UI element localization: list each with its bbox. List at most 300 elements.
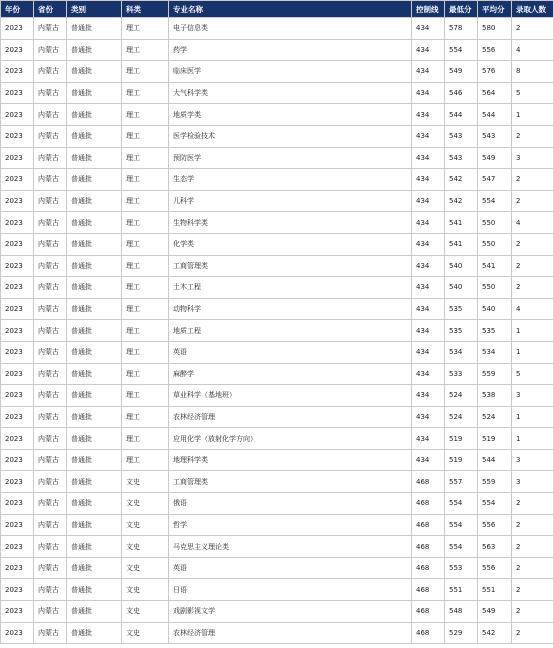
- cell-admitted-count: 2: [512, 233, 553, 255]
- cell-province: 内蒙古: [34, 320, 67, 342]
- cell-control-line: 434: [412, 61, 445, 83]
- cell-control-line: 468: [412, 493, 445, 515]
- cell-admitted-count: 3: [512, 147, 553, 169]
- cell-control-line: 434: [412, 104, 445, 126]
- cell-avg-score: 550: [478, 277, 512, 299]
- cell-min-score: 534: [445, 341, 478, 363]
- cell-admitted-count: 2: [512, 514, 553, 536]
- cell-year: 2023: [1, 449, 34, 471]
- cell-province: 内蒙古: [34, 147, 67, 169]
- cell-year: 2023: [1, 341, 34, 363]
- cell-subject-type: 理工: [122, 298, 169, 320]
- cell-admitted-count: 2: [512, 579, 553, 601]
- cell-avg-score: 544: [478, 104, 512, 126]
- cell-min-score: 524: [445, 385, 478, 407]
- table-row: [1, 579, 553, 601]
- cell-control-line: 468: [412, 601, 445, 623]
- cell-year: 2023: [1, 61, 34, 83]
- cell-min-score: 553: [445, 557, 478, 579]
- cell-batch: 普通批: [67, 428, 122, 450]
- cell-year: 2023: [1, 212, 34, 234]
- cell-avg-score: 580: [478, 18, 512, 40]
- header-avg-score: 平均分: [478, 1, 512, 18]
- cell-province: 内蒙古: [34, 39, 67, 61]
- cell-year: 2023: [1, 169, 34, 191]
- cell-min-score: 551: [445, 579, 478, 601]
- cell-subject-type: 理工: [122, 449, 169, 471]
- cell-control-line: 434: [412, 449, 445, 471]
- cell-year: 2023: [1, 320, 34, 342]
- cell-min-score: 541: [445, 212, 478, 234]
- cell-min-score: 541: [445, 233, 478, 255]
- cell-year: 2023: [1, 298, 34, 320]
- cell-avg-score: 519: [478, 428, 512, 450]
- cell-major-name: 应用化学（放射化学方向）: [169, 428, 412, 450]
- cell-admitted-count: 3: [512, 385, 553, 407]
- cell-year: 2023: [1, 125, 34, 147]
- cell-control-line: 434: [412, 428, 445, 450]
- cell-subject-type: 文史: [122, 622, 169, 644]
- cell-min-score: 533: [445, 363, 478, 385]
- cell-admitted-count: 1: [512, 104, 553, 126]
- cell-year: 2023: [1, 536, 34, 558]
- cell-subject-type: 文史: [122, 579, 169, 601]
- cell-batch: 普通批: [67, 320, 122, 342]
- cell-admitted-count: 2: [512, 190, 553, 212]
- cell-batch: 普通批: [67, 601, 122, 623]
- cell-batch: 普通批: [67, 212, 122, 234]
- cell-avg-score: 549: [478, 601, 512, 623]
- cell-control-line: 468: [412, 536, 445, 558]
- table-row: [1, 622, 553, 644]
- cell-batch: 普通批: [67, 493, 122, 515]
- cell-min-score: 543: [445, 125, 478, 147]
- cell-subject-type: 理工: [122, 104, 169, 126]
- cell-batch: 普通批: [67, 18, 122, 40]
- cell-province: 内蒙古: [34, 82, 67, 104]
- cell-min-score: 519: [445, 449, 478, 471]
- cell-year: 2023: [1, 579, 34, 601]
- cell-admitted-count: 8: [512, 61, 553, 83]
- header-major-name: 专业名称: [169, 1, 412, 18]
- cell-year: 2023: [1, 471, 34, 493]
- cell-year: 2023: [1, 233, 34, 255]
- cell-subject-type: 理工: [122, 125, 169, 147]
- cell-admitted-count: 2: [512, 169, 553, 191]
- cell-avg-score: 542: [478, 622, 512, 644]
- cell-province: 内蒙古: [34, 493, 67, 515]
- cell-min-score: 546: [445, 82, 478, 104]
- cell-subject-type: 理工: [122, 212, 169, 234]
- header-admitted-count: 录取人数: [512, 1, 553, 18]
- cell-major-name: 电子信息类: [169, 18, 412, 40]
- cell-province: 内蒙古: [34, 104, 67, 126]
- cell-province: 内蒙古: [34, 255, 67, 277]
- header-batch: 类别: [67, 1, 122, 18]
- cell-year: 2023: [1, 104, 34, 126]
- cell-province: 内蒙古: [34, 471, 67, 493]
- cell-subject-type: 理工: [122, 233, 169, 255]
- cell-admitted-count: 2: [512, 18, 553, 40]
- cell-province: 内蒙古: [34, 169, 67, 191]
- cell-avg-score: 535: [478, 320, 512, 342]
- cell-batch: 普通批: [67, 255, 122, 277]
- cell-admitted-count: 2: [512, 557, 553, 579]
- cell-avg-score: 563: [478, 536, 512, 558]
- cell-avg-score: 544: [478, 449, 512, 471]
- cell-major-name: 动物科学: [169, 298, 412, 320]
- cell-batch: 普通批: [67, 536, 122, 558]
- cell-batch: 普通批: [67, 298, 122, 320]
- cell-major-name: 临床医学: [169, 61, 412, 83]
- cell-batch: 普通批: [67, 169, 122, 191]
- cell-min-score: 554: [445, 536, 478, 558]
- cell-admitted-count: 2: [512, 255, 553, 277]
- table-row: [1, 341, 553, 363]
- table-row: [1, 18, 553, 40]
- cell-control-line: 434: [412, 341, 445, 363]
- table-row: [1, 514, 553, 536]
- cell-major-name: 俄语: [169, 493, 412, 515]
- table-row: [1, 61, 553, 83]
- cell-admitted-count: 1: [512, 341, 553, 363]
- cell-avg-score: 524: [478, 406, 512, 428]
- table-row: [1, 169, 553, 191]
- cell-batch: 普通批: [67, 277, 122, 299]
- cell-control-line: 434: [412, 363, 445, 385]
- header-subject-type: 科类: [122, 1, 169, 18]
- cell-avg-score: 556: [478, 514, 512, 536]
- cell-control-line: 434: [412, 277, 445, 299]
- cell-avg-score: 576: [478, 61, 512, 83]
- cell-control-line: 434: [412, 18, 445, 40]
- table-row: [1, 104, 553, 126]
- cell-major-name: 马克思主义理论类: [169, 536, 412, 558]
- cell-subject-type: 理工: [122, 39, 169, 61]
- cell-admitted-count: 1: [512, 406, 553, 428]
- cell-avg-score: 551: [478, 579, 512, 601]
- cell-avg-score: 564: [478, 82, 512, 104]
- cell-batch: 普通批: [67, 449, 122, 471]
- header-province: 省份: [34, 1, 67, 18]
- cell-control-line: 434: [412, 320, 445, 342]
- cell-year: 2023: [1, 493, 34, 515]
- cell-major-name: 地质工程: [169, 320, 412, 342]
- table-row: [1, 255, 553, 277]
- cell-province: 内蒙古: [34, 212, 67, 234]
- cell-batch: 普通批: [67, 514, 122, 536]
- cell-major-name: 土木工程: [169, 277, 412, 299]
- cell-major-name: 地质学类: [169, 104, 412, 126]
- cell-major-name: 预防医学: [169, 147, 412, 169]
- cell-province: 内蒙古: [34, 557, 67, 579]
- cell-avg-score: 554: [478, 493, 512, 515]
- cell-province: 内蒙古: [34, 341, 67, 363]
- cell-min-score: 519: [445, 428, 478, 450]
- cell-admitted-count: 2: [512, 622, 553, 644]
- table-row: [1, 406, 553, 428]
- table-row: [1, 385, 553, 407]
- cell-control-line: 468: [412, 557, 445, 579]
- cell-province: 内蒙古: [34, 601, 67, 623]
- cell-batch: 普通批: [67, 622, 122, 644]
- cell-province: 内蒙古: [34, 61, 67, 83]
- header-min-score: 最低分: [445, 1, 478, 18]
- cell-control-line: 434: [412, 125, 445, 147]
- table-row: [1, 557, 553, 579]
- cell-batch: 普通批: [67, 190, 122, 212]
- cell-subject-type: 理工: [122, 61, 169, 83]
- cell-control-line: 434: [412, 233, 445, 255]
- cell-avg-score: 538: [478, 385, 512, 407]
- cell-province: 内蒙古: [34, 298, 67, 320]
- cell-admitted-count: 4: [512, 39, 553, 61]
- table-row: [1, 147, 553, 169]
- cell-major-name: 生物科学类: [169, 212, 412, 234]
- cell-year: 2023: [1, 406, 34, 428]
- cell-subject-type: 理工: [122, 428, 169, 450]
- cell-min-score: 543: [445, 147, 478, 169]
- cell-control-line: 434: [412, 255, 445, 277]
- cell-min-score: 554: [445, 39, 478, 61]
- cell-major-name: 农林经济管理: [169, 406, 412, 428]
- cell-major-name: 化学类: [169, 233, 412, 255]
- cell-year: 2023: [1, 622, 34, 644]
- cell-batch: 普通批: [67, 61, 122, 83]
- cell-subject-type: 理工: [122, 277, 169, 299]
- cell-subject-type: 理工: [122, 18, 169, 40]
- cell-control-line: 434: [412, 169, 445, 191]
- cell-batch: 普通批: [67, 39, 122, 61]
- cell-admitted-count: 5: [512, 363, 553, 385]
- cell-admitted-count: 2: [512, 277, 553, 299]
- cell-subject-type: 理工: [122, 341, 169, 363]
- cell-min-score: 544: [445, 104, 478, 126]
- cell-batch: 普通批: [67, 406, 122, 428]
- cell-major-name: 儿科学: [169, 190, 412, 212]
- cell-subject-type: 文史: [122, 471, 169, 493]
- cell-year: 2023: [1, 557, 34, 579]
- cell-control-line: 468: [412, 579, 445, 601]
- cell-province: 内蒙古: [34, 514, 67, 536]
- cell-avg-score: 541: [478, 255, 512, 277]
- cell-major-name: 工商管理类: [169, 471, 412, 493]
- header-control-line: 控制线: [412, 1, 445, 18]
- cell-major-name: 地理科学类: [169, 449, 412, 471]
- cell-control-line: 434: [412, 82, 445, 104]
- table-row: [1, 320, 553, 342]
- cell-min-score: 535: [445, 298, 478, 320]
- table-row: [1, 363, 553, 385]
- cell-major-name: 大气科学类: [169, 82, 412, 104]
- cell-min-score: 524: [445, 406, 478, 428]
- cell-batch: 普通批: [67, 233, 122, 255]
- cell-min-score: 542: [445, 190, 478, 212]
- cell-admitted-count: 1: [512, 428, 553, 450]
- cell-avg-score: 547: [478, 169, 512, 191]
- cell-min-score: 557: [445, 471, 478, 493]
- cell-year: 2023: [1, 255, 34, 277]
- cell-batch: 普通批: [67, 557, 122, 579]
- cell-subject-type: 文史: [122, 536, 169, 558]
- cell-major-name: 哲学: [169, 514, 412, 536]
- cell-avg-score: 556: [478, 557, 512, 579]
- cell-province: 内蒙古: [34, 190, 67, 212]
- cell-control-line: 434: [412, 147, 445, 169]
- cell-subject-type: 理工: [122, 320, 169, 342]
- cell-avg-score: 559: [478, 471, 512, 493]
- cell-major-name: 农林经济管理: [169, 622, 412, 644]
- table-row: [1, 212, 553, 234]
- cell-avg-score: 543: [478, 125, 512, 147]
- cell-min-score: 548: [445, 601, 478, 623]
- cell-major-name: 医学检验技术: [169, 125, 412, 147]
- cell-control-line: 434: [412, 385, 445, 407]
- cell-control-line: 434: [412, 39, 445, 61]
- cell-province: 内蒙古: [34, 385, 67, 407]
- cell-province: 内蒙古: [34, 277, 67, 299]
- cell-avg-score: 534: [478, 341, 512, 363]
- cell-province: 内蒙古: [34, 406, 67, 428]
- cell-subject-type: 文史: [122, 557, 169, 579]
- cell-avg-score: 556: [478, 39, 512, 61]
- cell-control-line: 434: [412, 406, 445, 428]
- cell-year: 2023: [1, 363, 34, 385]
- cell-admitted-count: 5: [512, 82, 553, 104]
- cell-major-name: 生态学: [169, 169, 412, 191]
- cell-major-name: 戏剧影视文学: [169, 601, 412, 623]
- table-row: [1, 471, 553, 493]
- cell-batch: 普通批: [67, 82, 122, 104]
- cell-year: 2023: [1, 601, 34, 623]
- cell-province: 内蒙古: [34, 363, 67, 385]
- table-row: [1, 233, 553, 255]
- cell-year: 2023: [1, 277, 34, 299]
- cell-min-score: 554: [445, 493, 478, 515]
- cell-min-score: 549: [445, 61, 478, 83]
- table-row: [1, 493, 553, 515]
- table-row: [1, 428, 553, 450]
- cell-subject-type: 理工: [122, 82, 169, 104]
- cell-admitted-count: 3: [512, 449, 553, 471]
- cell-major-name: 麻醉学: [169, 363, 412, 385]
- cell-year: 2023: [1, 190, 34, 212]
- table-row: [1, 277, 553, 299]
- cell-admitted-count: 1: [512, 320, 553, 342]
- cell-subject-type: 理工: [122, 255, 169, 277]
- cell-major-name: 英语: [169, 557, 412, 579]
- cell-major-name: 工商管理类: [169, 255, 412, 277]
- cell-avg-score: 540: [478, 298, 512, 320]
- cell-batch: 普通批: [67, 147, 122, 169]
- cell-min-score: 554: [445, 514, 478, 536]
- cell-admitted-count: 3: [512, 471, 553, 493]
- cell-province: 内蒙古: [34, 125, 67, 147]
- cell-major-name: 日语: [169, 579, 412, 601]
- cell-major-name: 草业科学（基地班）: [169, 385, 412, 407]
- cell-control-line: 434: [412, 212, 445, 234]
- cell-batch: 普通批: [67, 471, 122, 493]
- cell-batch: 普通批: [67, 125, 122, 147]
- table-body: [1, 18, 553, 644]
- cell-year: 2023: [1, 514, 34, 536]
- table-row: [1, 190, 553, 212]
- cell-min-score: 535: [445, 320, 478, 342]
- cell-year: 2023: [1, 428, 34, 450]
- cell-control-line: 468: [412, 622, 445, 644]
- cell-province: 内蒙古: [34, 449, 67, 471]
- cell-province: 内蒙古: [34, 18, 67, 40]
- cell-subject-type: 文史: [122, 514, 169, 536]
- cell-avg-score: 559: [478, 363, 512, 385]
- cell-year: 2023: [1, 385, 34, 407]
- cell-min-score: 540: [445, 277, 478, 299]
- cell-batch: 普通批: [67, 579, 122, 601]
- cell-min-score: 529: [445, 622, 478, 644]
- cell-batch: 普通批: [67, 363, 122, 385]
- cell-batch: 普通批: [67, 341, 122, 363]
- cell-batch: 普通批: [67, 104, 122, 126]
- cell-province: 内蒙古: [34, 622, 67, 644]
- cell-major-name: 英语: [169, 341, 412, 363]
- cell-admitted-count: 2: [512, 493, 553, 515]
- cell-subject-type: 理工: [122, 385, 169, 407]
- cell-subject-type: 文史: [122, 493, 169, 515]
- cell-admitted-count: 2: [512, 536, 553, 558]
- cell-subject-type: 理工: [122, 169, 169, 191]
- table-row: [1, 39, 553, 61]
- cell-subject-type: 理工: [122, 147, 169, 169]
- cell-subject-type: 理工: [122, 190, 169, 212]
- cell-year: 2023: [1, 147, 34, 169]
- cell-min-score: 540: [445, 255, 478, 277]
- cell-major-name: 药学: [169, 39, 412, 61]
- cell-year: 2023: [1, 18, 34, 40]
- cell-province: 内蒙古: [34, 233, 67, 255]
- table-row: [1, 536, 553, 558]
- cell-admitted-count: 2: [512, 601, 553, 623]
- cell-subject-type: 理工: [122, 406, 169, 428]
- cell-province: 内蒙古: [34, 428, 67, 450]
- table-row: [1, 601, 553, 623]
- table-row: [1, 82, 553, 104]
- cell-subject-type: 理工: [122, 363, 169, 385]
- table-header-row: [1, 1, 553, 18]
- cell-control-line: 468: [412, 471, 445, 493]
- cell-min-score: 578: [445, 18, 478, 40]
- cell-province: 内蒙古: [34, 536, 67, 558]
- cell-year: 2023: [1, 39, 34, 61]
- cell-avg-score: 554: [478, 190, 512, 212]
- table-row: [1, 298, 553, 320]
- header-year: 年份: [1, 1, 34, 18]
- cell-admitted-count: 4: [512, 212, 553, 234]
- cell-year: 2023: [1, 82, 34, 104]
- cell-subject-type: 文史: [122, 601, 169, 623]
- cell-batch: 普通批: [67, 385, 122, 407]
- cell-province: 内蒙古: [34, 579, 67, 601]
- cell-avg-score: 550: [478, 212, 512, 234]
- cell-avg-score: 550: [478, 233, 512, 255]
- cell-control-line: 434: [412, 190, 445, 212]
- cell-control-line: 468: [412, 514, 445, 536]
- cell-control-line: 434: [412, 298, 445, 320]
- cell-admitted-count: 2: [512, 125, 553, 147]
- cell-avg-score: 549: [478, 147, 512, 169]
- table-row: [1, 449, 553, 471]
- table-row: [1, 125, 553, 147]
- cell-min-score: 542: [445, 169, 478, 191]
